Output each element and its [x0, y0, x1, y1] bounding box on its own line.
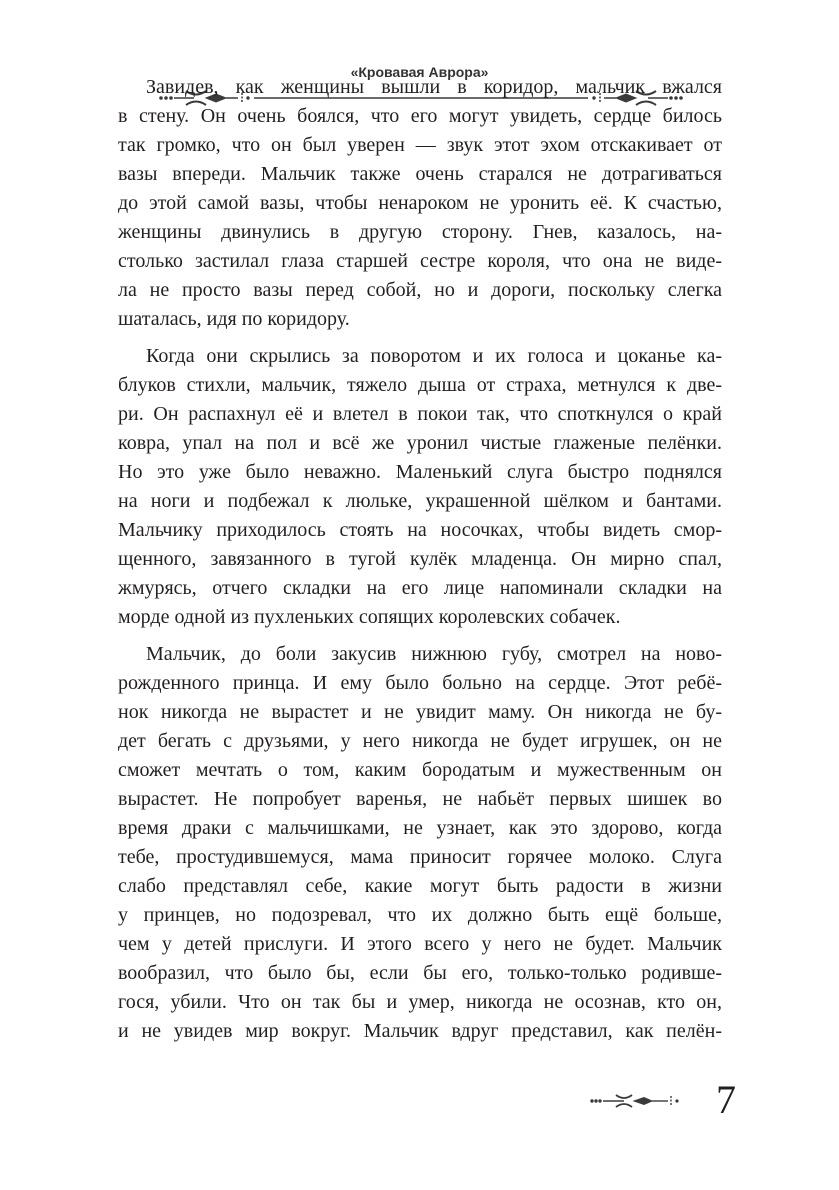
text-line: на ноги и подбежал к люльке, украшенной шёлком и бантами. — [118, 490, 722, 512]
text-line: тебе, простудившемуся, мама приносит горячее молоко. Слуга — [118, 846, 722, 868]
running-title: «Кровавая Аврора» — [350, 64, 489, 80]
paragraph — [118, 640, 722, 1046]
text-line: морде одной из пухленьких сопящих королевских собачек. — [118, 606, 621, 628]
footer-ornament — [590, 1092, 686, 1110]
text-line: шаталась, идя по коридору. — [118, 308, 350, 330]
text-line: время драки с мальчишками, не узнает, как это здорово, когда — [118, 817, 722, 839]
text-line: рожденного принца. И ему было больно на сердце. Этот ребё- — [118, 672, 722, 694]
paragraph — [118, 73, 722, 334]
text-line: Когда они скрылись за поворотом и их голоса и цоканье ка- — [146, 345, 722, 367]
text-line: слабо представлял себе, какие могут быть радости в жизни — [118, 875, 722, 897]
text-line: вырастет. Не попробует варенья, не набьёт первых шишек во — [118, 788, 722, 810]
text-line: чем у детей прислуги. И этого всего у него не будет. Мальчик — [118, 933, 722, 955]
text-line: женщины двинулись в другую сторону. Гнев, казалось, на- — [118, 221, 722, 243]
text-line: блуков стихли, мальчик, тяжело дыша от страха, метнулся к две- — [118, 374, 722, 396]
body-text — [118, 73, 722, 1054]
text-line: столько застилал глаза старшей сестре короля, что она не виде- — [118, 250, 722, 272]
text-line: вообразил, что было бы, если бы его, только-только родивше- — [118, 962, 722, 984]
text-line: и не увидев мир вокруг. Мальчик вдруг представил, как пелён- — [118, 1020, 722, 1042]
text-line: гося, убили. Что он так бы и умер, никогда не осознав, кто он, — [118, 991, 722, 1013]
text-line: Мальчику приходилось стоять на носочках, чтобы видеть смор- — [118, 519, 722, 541]
text-line: Мальчик, до боли закусив нижнюю губу, смотрел на ново- — [146, 643, 722, 665]
paragraph — [118, 342, 722, 632]
text-line: так громко, что он был уверен — звук этот эхом отскакивает от — [118, 134, 722, 156]
text-line: дет бегать с друзьями, у него никогда не будет игрушек, он не — [118, 730, 722, 752]
text-line: Но это уже было неважно. Маленький слуга быстро поднялся — [118, 461, 722, 483]
text-line: вазы впереди. Мальчик также очень старался не дотрагиваться — [118, 163, 722, 185]
text-line: в стену. Он очень боялся, что его могут увидеть, сердце билось — [118, 105, 722, 127]
text-line: у принцев, но подозревал, что их должно быть ещё больше, — [118, 904, 722, 926]
text-line: щенного, завязанного в тугой кулёк младенца. Он мирно спал, — [118, 548, 722, 570]
text-line: до этой самой вазы, чтобы ненароком не уронить её. К счастью, — [118, 192, 722, 214]
text-line: ковра, упал на пол и всё же уронил чистые глаженые пелёнки. — [118, 432, 722, 454]
text-line: жмурясь, отчего складки на его лице напоминали складки на — [118, 577, 722, 599]
text-line: Завидев, как женщины вышли в коридор, мальчик вжался — [146, 76, 722, 98]
text-line: сможет мечтать о том, каким бородатым и мужественным он — [118, 759, 722, 781]
text-line: нок никогда не вырастет и не увидит маму. Он никогда не бу- — [118, 701, 722, 723]
text-line: ла не просто вазы перед собой, но и дороги, поскольку слегка — [118, 279, 722, 301]
text-line: ри. Он распахнул её и влетел в покои так, что споткнулся о край — [118, 403, 722, 425]
page-number: 7 — [716, 1077, 736, 1122]
